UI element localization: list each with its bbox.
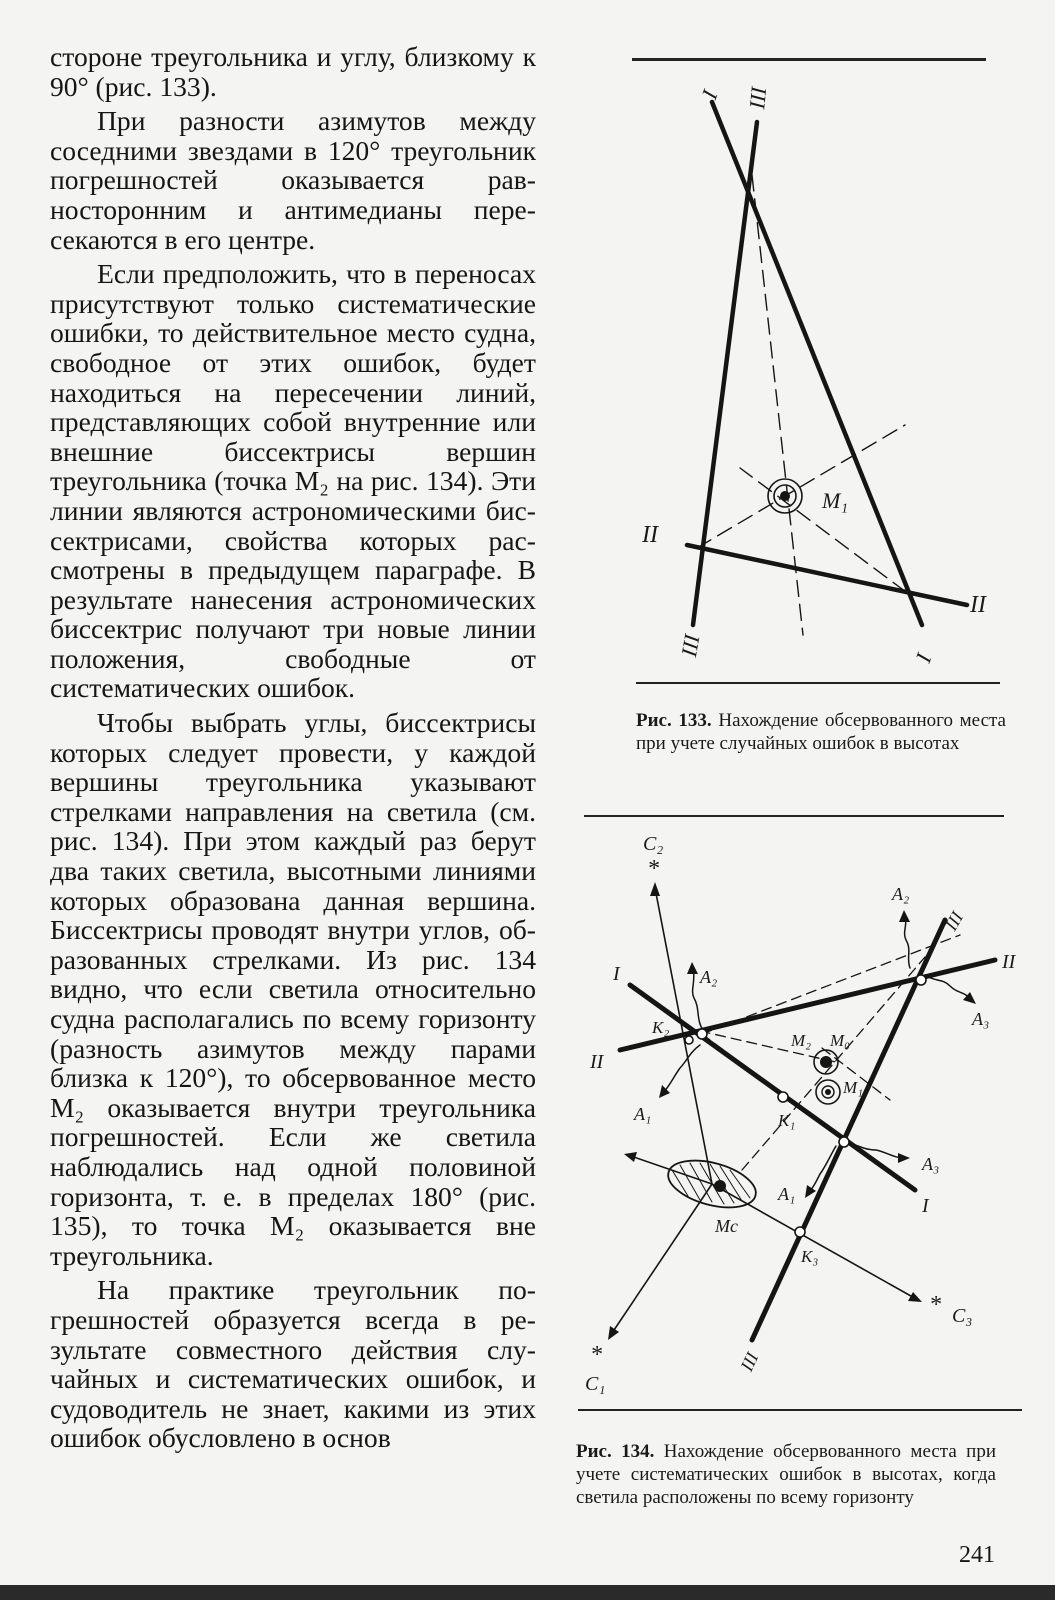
star-C1: *: [590, 1342, 602, 1368]
label-C3: C₃: [952, 1305, 973, 1327]
dashed-bisector-3: [700, 1031, 840, 1063]
arrowhead-C2: [650, 882, 660, 896]
figure-134-top-rule: [584, 815, 1004, 817]
label-M1: M₁: [822, 488, 848, 513]
figure-134-caption-label: Рис. 134.: [576, 1441, 655, 1462]
vertex-i-iii: [839, 1137, 849, 1147]
figure-133-diagram: [600, 62, 1020, 682]
paragraph-choose-angles: Чтобы выбрать углы, биссектрисы которых следует провести, у каждой вершины треугольника указывают стрелками направления на светила (см. рис. 134). При этом каждый раз берут два таких светила, высотными линиями которых образована данная вершина. Биссектрисы проводят внутри углов, образованных стрелками. Из рис. 134 видно, что если светила относительно судна располагались по всему горизонту (разность азимутов между парами близка к 120°), то обсервованное место M₂ оказывается внутри треугольника погрешностей. Если же светила наблюдались над одной половиной горизонта, т. е. в пределах 180° (рис. 135), то точка M₂ оказывается вне треугольника.: [50, 707, 536, 1271]
label-III-top: III: [940, 908, 968, 934]
median-left: [697, 425, 905, 548]
vertex-k2: [697, 1029, 707, 1039]
label-A1-right: A₁: [778, 1184, 796, 1204]
figure-133-caption-text: Нахождение обсервованного места при учете случайных ошибок в высотах: [636, 710, 1006, 754]
label-I-top: I: [696, 86, 723, 103]
arrow-A2-top: [905, 915, 910, 968]
label-A3-bottom: A₃: [922, 1154, 940, 1174]
label-II-left: II: [590, 1051, 604, 1073]
arrowhead-A3-bottom: [898, 1153, 910, 1163]
figure-133-top-rule: [632, 58, 986, 61]
paragraph-practice: На практике треугольник погрешностей образуется всегда в результате совместного действия случайных и систематических ошибок, и судоводитель не знает, какими из этих ошибок обусловлено в основ: [50, 1274, 536, 1454]
line-II: [687, 545, 967, 605]
figure-134-caption: [576, 1440, 996, 1509]
label-A3-top: A₃: [972, 1009, 990, 1029]
vertex-k3: [795, 1227, 805, 1237]
arrowhead-C1: [608, 1326, 619, 1340]
bearing-C1: [610, 1184, 712, 1336]
label-M0: M₀: [830, 1031, 851, 1050]
label-II-left: II: [642, 522, 658, 548]
label-M1: M₁: [843, 1078, 864, 1097]
m1-point: [780, 491, 790, 501]
label-K3: K₃: [801, 1247, 819, 1266]
arrowhead-C3: [908, 1292, 922, 1302]
paragraph-continuation: стороне треугольника и углу, близкому к 90° (рис. 133).: [50, 41, 536, 102]
figure-133-caption: [636, 709, 1006, 755]
line-I: [712, 102, 922, 625]
label-C2: C₂: [643, 833, 664, 855]
m2-point: [820, 1056, 832, 1068]
figure-133-bottom-rule: [636, 682, 1000, 684]
star-C2: *: [647, 856, 659, 882]
paragraph-systematic-errors: Если предположить, что в переносах присутствуют только систематические ошибки, то действительное место судна, свободное от этих ошибок, будет находиться на пересечении линий, представляющих собой внутренние или внешние биссектрисы вершин треугольника (точка M₂ на рис. 134). Эти линии являются астрономическими биссектрисами, свойства которых рассмотрены в предыдущем параграфе. В результате нанесения астрономических биссектрис получают три новые линии положения, свободные от систематических ошибок.: [50, 258, 536, 704]
vertex-ii-iii: [916, 975, 926, 985]
label-A2-top: A₂: [892, 884, 910, 904]
label-III-bottom: III: [676, 632, 705, 659]
figure-134-bottom-rule: [578, 1409, 1022, 1411]
scan-bottom-edge: [0, 1585, 1055, 1600]
label-Mc: Mc: [715, 1216, 738, 1236]
dashed-bisector-4: [742, 957, 925, 1170]
arrowhead-A1-right: [805, 1185, 816, 1198]
arrow-A3-top: [925, 975, 972, 1000]
label-III-top: III: [744, 86, 772, 111]
figure-134-diagram: [575, 820, 1035, 1395]
paragraph-equilateral: При разности азимутов между соседними звездами в 120° треугольник погрешностей оказывается равносторонним и антимедианы пересекаются в его центре.: [50, 105, 536, 255]
arrow-A1-left: [662, 1045, 700, 1094]
label-A1-left: A₁: [634, 1104, 652, 1124]
m1-point: [825, 1089, 831, 1095]
body-text-column: [50, 42, 536, 1453]
mc-point: [714, 1180, 726, 1192]
arrowhead-mc-left: [624, 1152, 637, 1162]
label-II-right: II: [970, 592, 986, 618]
vertex-k1: [778, 1092, 788, 1102]
label-II-right: II: [1002, 951, 1016, 973]
arrowhead-A2-top: [899, 910, 910, 922]
label-I-left: I: [613, 963, 620, 985]
page-number: 241: [959, 1542, 995, 1568]
label-K1: K₁: [778, 1111, 796, 1130]
label-K2: K₂: [652, 1018, 670, 1037]
label-M2: M₂: [791, 1031, 812, 1050]
figure-134-caption-text: Нахождение обсервованного места при учете систематических ошибок в высотах, когда светила расположены по всему горизонту: [576, 1441, 996, 1508]
figure-133-caption-label: Рис. 133.: [636, 710, 712, 731]
vertex-k2-b: [685, 1036, 693, 1044]
label-A2-left: A₂: [700, 967, 718, 987]
arrowhead-A2-left: [687, 962, 698, 974]
label-I-right: I: [922, 1195, 929, 1217]
label-I-bottom: I: [910, 650, 937, 666]
label-C1: C₁: [585, 1373, 606, 1395]
label-III-bottom: III: [736, 1349, 763, 1375]
star-C3: *: [929, 1292, 941, 1318]
